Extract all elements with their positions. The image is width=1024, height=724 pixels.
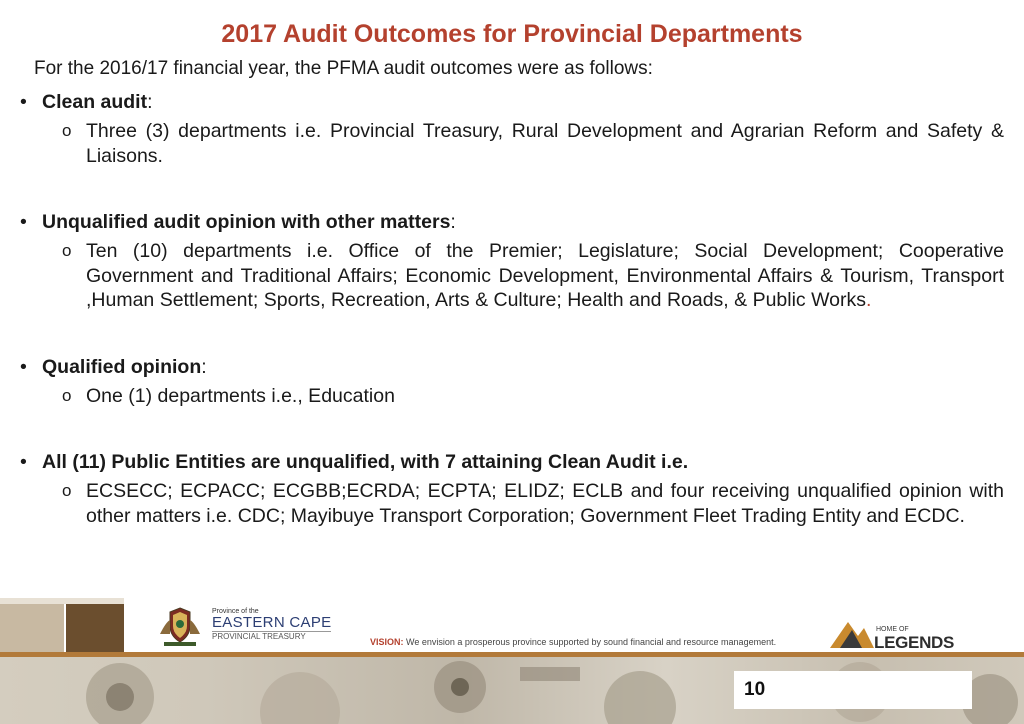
home-of-legends-logo: HOME OF LEGENDS bbox=[828, 616, 958, 650]
sub-bullet-icon: o bbox=[62, 121, 72, 140]
page-number-box bbox=[734, 671, 972, 709]
page-number: 10 bbox=[744, 679, 766, 700]
section-heading: Unqualified audit opinion with other matters bbox=[42, 211, 451, 233]
list-item: o One (1) departments i.e., Education bbox=[62, 384, 395, 407]
section-qualified-opinion: • Qualified opinion: o One (1) departments i.e., Education bbox=[20, 355, 1004, 409]
footer-decoration bbox=[66, 604, 124, 652]
section-unqualified-other-matters: • Unqualified audit opinion with other matters: o Ten (10) departments i.e. Office of the Premier; Legislature; Social Development; Cooperative Government and Traditional Affairs; Economic Development, Environmental Affairs & Tourism, Transport ,Human Settlement; Sports, Recreation, Arts & Culture; Health and Roads, & Public Works. bbox=[20, 211, 1004, 311]
list-item: o Ten (10) departments i.e. Office of the Premier; Legislature; Social Development; Cooperative Government and Traditional Affairs; Economic Development, Environmental Affairs & Tourism, Transport ,Human Settlement; Sports, Recreation, Arts & Culture; Health and Roads, & Public Works. bbox=[62, 240, 1004, 311]
section-heading: All (11) Public Entities are unqualified, with 7 attaining Clean Audit i.e. bbox=[42, 451, 689, 473]
bullet-icon: • bbox=[20, 211, 27, 233]
sub-bullet-icon: o bbox=[62, 481, 72, 500]
sub-bullet-icon: o bbox=[62, 241, 72, 260]
bullet-icon: • bbox=[20, 355, 27, 378]
list-item: o ECSECC; ECPACC; ECGBB;ECRDA; ECPTA; ELIDZ; ECLB and four receiving unqualified opinion with other matters i.e. CDC; Mayibuye Transport Corporation; Government Fleet Trading Entity and ECDC. bbox=[62, 480, 1004, 527]
intro-text: For the 2016/17 financial year, the PFMA audit outcomes were as follows: bbox=[34, 58, 653, 79]
slide-title: 2017 Audit Outcomes for Provincial Departments bbox=[221, 20, 803, 48]
vision-statement: VISION: We envision a prosperous province supported by sound financial and resource management. bbox=[370, 637, 777, 647]
sub-bullet-icon: o bbox=[62, 385, 72, 405]
slide-content bbox=[20, 90, 1004, 528]
bullet-icon: • bbox=[20, 91, 27, 113]
section-clean-audit: • Clean audit: o Three (3) departments i.e. Provincial Treasury, Rural Development and Agrarian Reform and Safety & Liaisons. bbox=[20, 91, 1004, 167]
footer-decoration bbox=[0, 604, 64, 652]
section-public-entities bbox=[20, 450, 1004, 528]
section-heading: Qualified opinion bbox=[42, 355, 202, 378]
list-item: o Three (3) departments i.e. Provincial Treasury, Rural Development and Agrarian Reform and Safety & Liaisons. bbox=[62, 120, 1004, 167]
mountain-icon bbox=[828, 616, 876, 650]
bullet-icon: • bbox=[20, 451, 27, 473]
section-heading: Clean audit bbox=[42, 91, 148, 113]
coat-of-arms-icon bbox=[156, 604, 204, 648]
province-logo-text: Province of the EASTERN CAPE PROVINCIAL TREASURY bbox=[212, 608, 332, 641]
